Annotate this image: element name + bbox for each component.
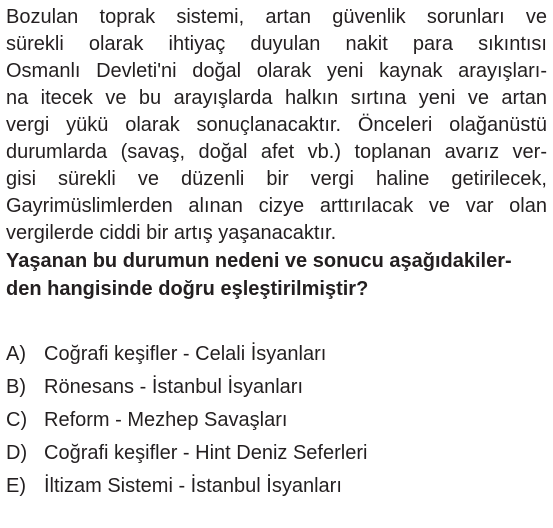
passage-line: Gayrimüslimlerden alınan cizye arttırılacak ve var olan xyxy=(6,195,547,217)
passage-line: vergilerde ciddi bir artış yaşanacaktır. xyxy=(6,222,337,244)
passage-line: Bozulan toprak sistemi, artan güvenlik sorunları ve xyxy=(6,6,547,28)
question-line: den hangisinde doğru eşleştirilmiştir? xyxy=(6,278,369,300)
answer-options xyxy=(6,338,547,503)
option-text: Rönesans - İstanbul İsyanları xyxy=(44,376,304,398)
option-d[interactable] xyxy=(6,437,547,470)
passage-line: vergi yükü olarak sonuçlanacaktır. Önceleri olağanüstü xyxy=(6,114,547,136)
option-e[interactable] xyxy=(6,470,547,503)
option-letter: D) xyxy=(6,442,28,464)
option-letter: B) xyxy=(6,376,26,398)
option-text: Coğrafi keşifler - Hint Deniz Seferleri xyxy=(44,442,368,464)
question-line: Yaşanan bu durumun nedeni ve sonucu aşağıdakiler- xyxy=(6,250,512,272)
option-letter: A) xyxy=(6,343,26,365)
option-letter: E) xyxy=(6,475,26,497)
question-stem xyxy=(6,247,547,303)
option-text: İltizam Sistemi - İstanbul İsyanları xyxy=(44,475,342,497)
option-letter: C) xyxy=(6,409,28,431)
question-page xyxy=(6,4,547,503)
option-b[interactable] xyxy=(6,371,547,404)
passage-line: na itecek ve bu arayışlarda halkın sırtına yeni ve artan xyxy=(6,87,547,109)
passage-text xyxy=(6,4,547,247)
passage-line: sürekli olarak ihtiyaç duyulan nakit para sıkıntısı xyxy=(6,33,547,55)
option-c[interactable] xyxy=(6,404,547,437)
passage-line: gisi sürekli ve düzenli bir vergi haline getirilecek, xyxy=(6,168,547,190)
option-text: Coğrafi keşifler - Celali İsyanları xyxy=(44,343,327,365)
option-text: Reform - Mezhep Savaşları xyxy=(44,409,288,431)
option-a[interactable] xyxy=(6,338,547,371)
passage-line: Osmanlı Devleti'ni doğal olarak yeni kaynak arayışları- xyxy=(6,60,547,82)
passage-line: durumlarda (savaş, doğal afet vb.) toplanan avarız ver- xyxy=(6,141,547,163)
